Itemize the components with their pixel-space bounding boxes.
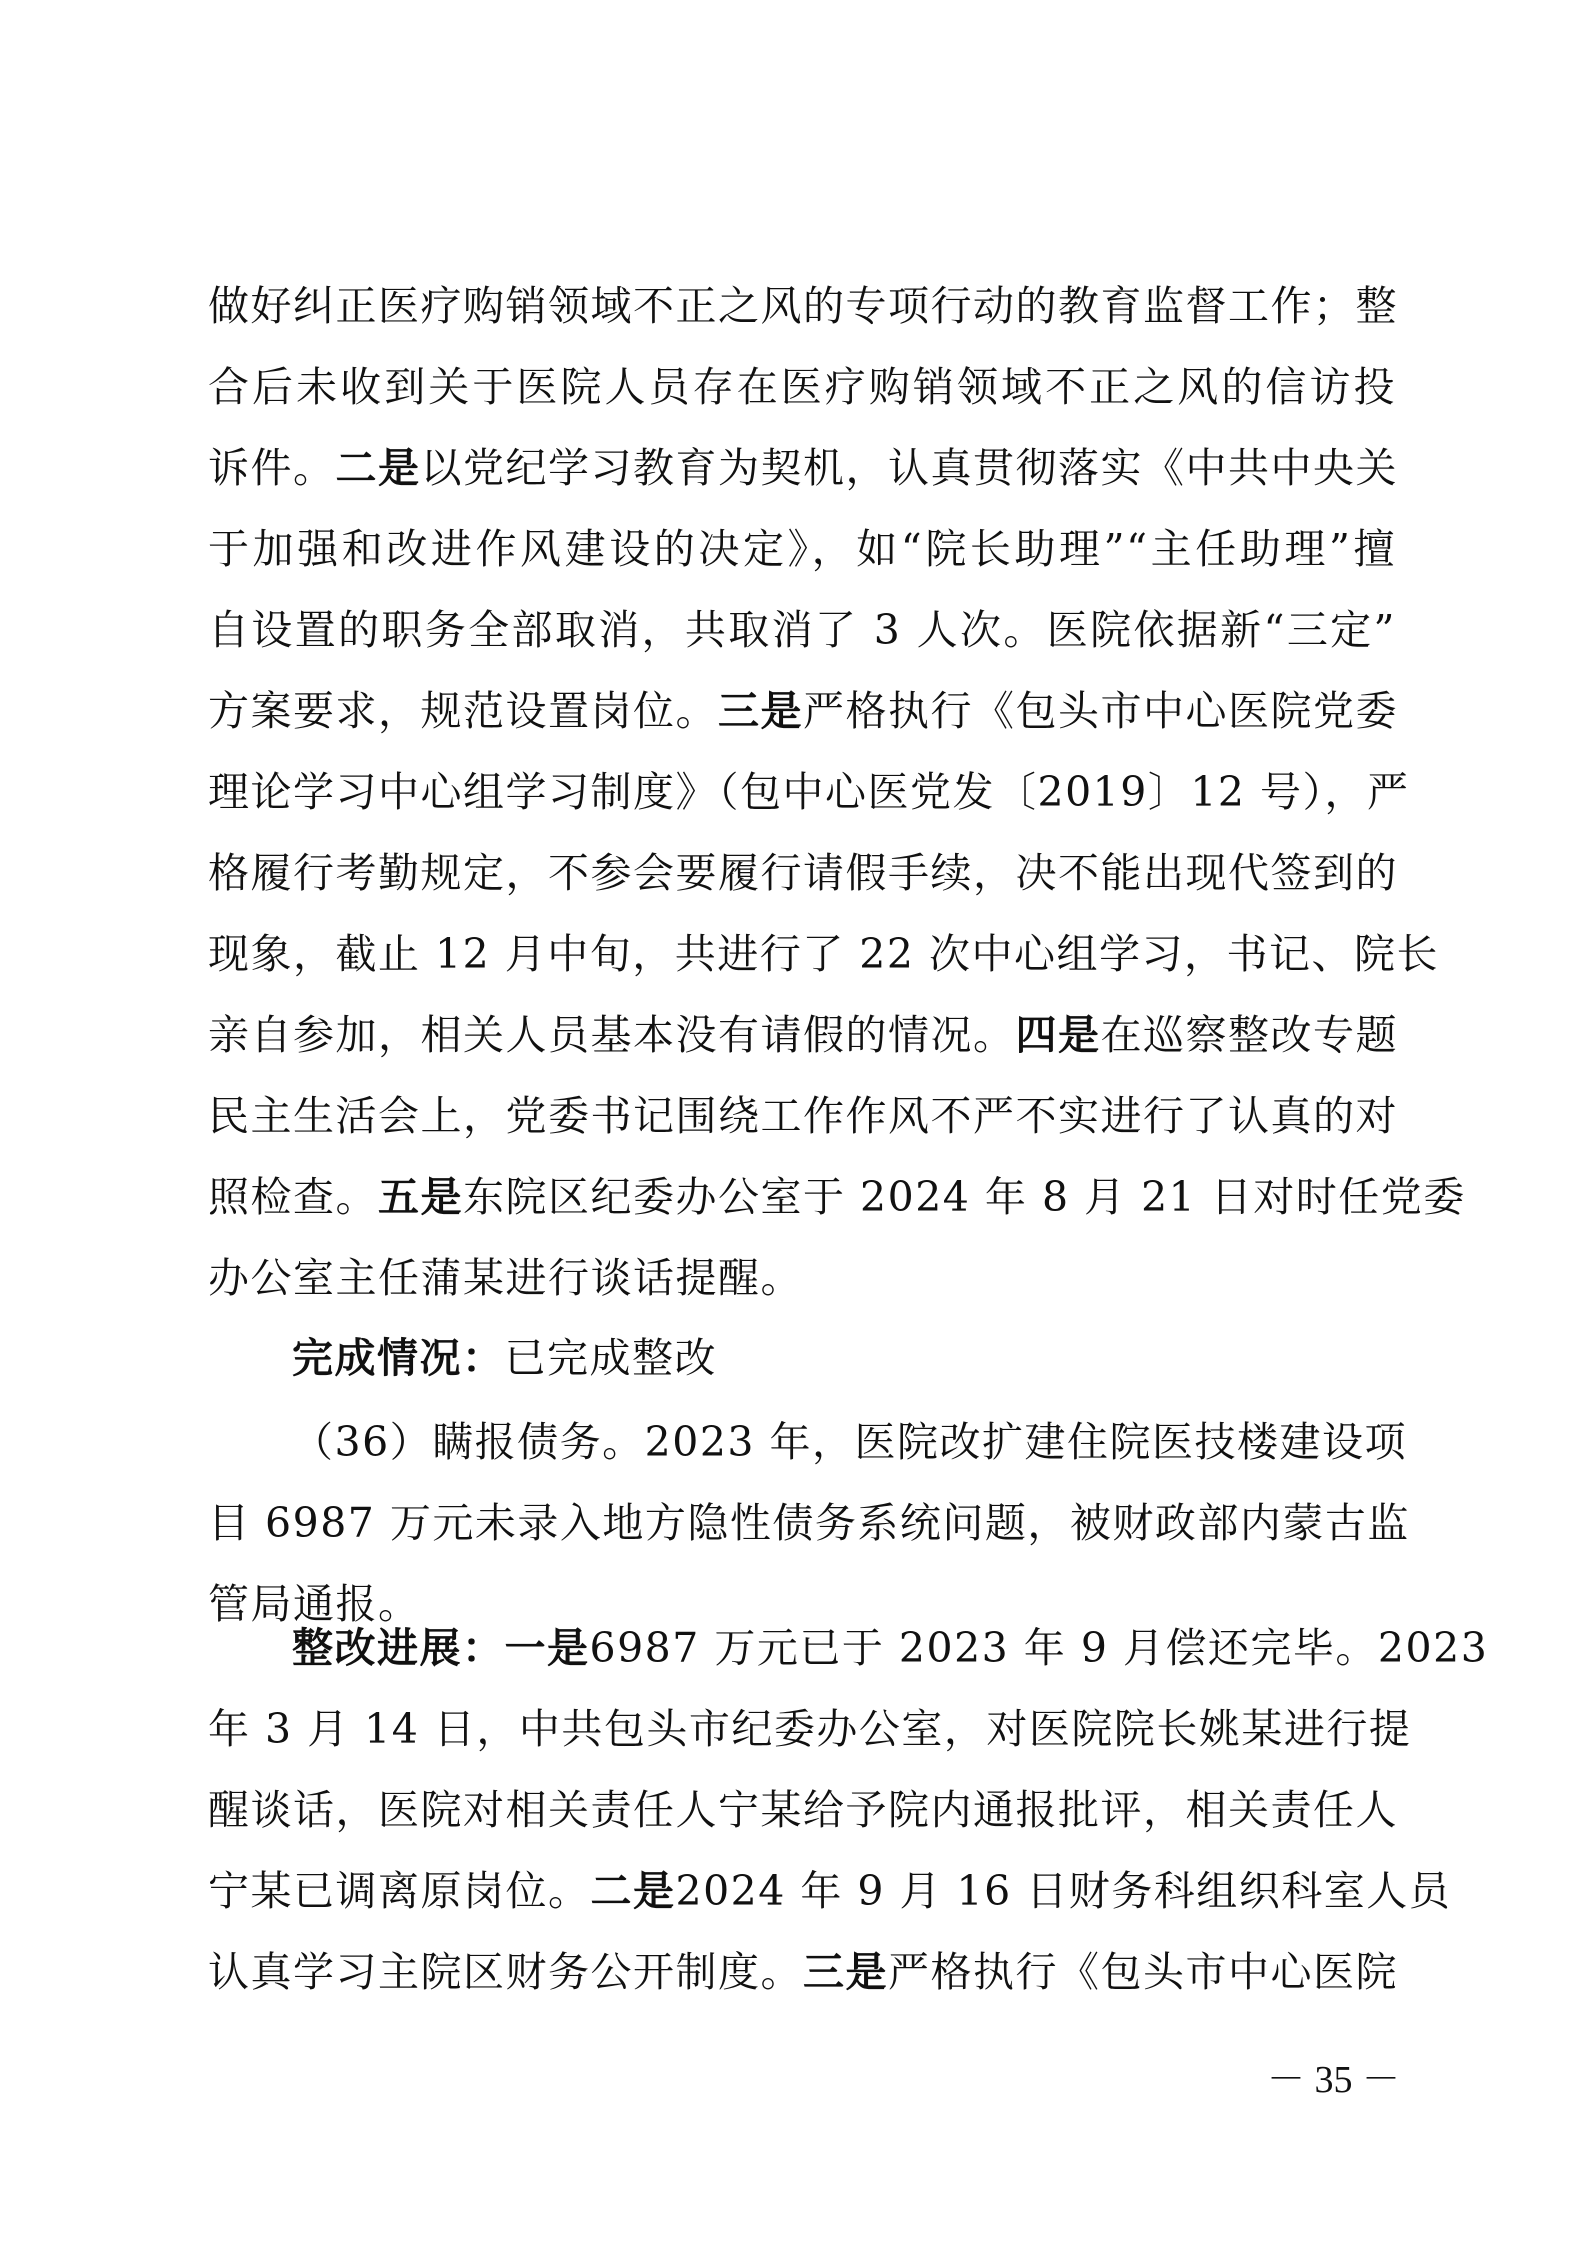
text-segment: 在巡察整改专题	[1100, 1011, 1398, 1059]
text-line: 目 6987 万元未录入地方隐性债务系统问题，被财政部内蒙古监	[208, 1499, 1410, 1547]
page-number: － 35 －	[1266, 2059, 1400, 2101]
completion-status	[208, 1318, 1396, 1399]
text-segment: 严格执行《包头市中心医院	[888, 1948, 1398, 1996]
text-line: 民主生活会上，党委书记围绕工作作风不严不实进行了认真的对	[208, 1092, 1398, 1140]
item-marker: 二是	[335, 444, 421, 492]
text-segment: 东院区纪委办公室于 2024 年 8 月 21 日对时任党委	[463, 1173, 1466, 1221]
text-line: 现象，截止 12 月中旬，共进行了 22 次中心组学习，书记、院长	[208, 930, 1439, 978]
text-line: 于加强和改进作风建设的决定》，如“院长助理”“主任助理”擅	[208, 525, 1396, 573]
text-line: 年 3 月 14 日，中共包头市纪委办公室，对医院院长姚某进行提	[208, 1705, 1412, 1753]
progress-label: 整改进展：	[292, 1624, 505, 1672]
text-line: 格履行考勤规定，不参会要履行请假手续，决不能出现代签到的	[208, 849, 1398, 897]
text-line: 自设置的职务全部取消，共取消了 3 人次。医院依据新“三定”	[208, 606, 1396, 654]
text-line: 做好纠正医疗购销领域不正之风的专项行动的教育监督工作；整	[208, 282, 1398, 330]
paragraph-rectification-continuation	[208, 266, 1466, 1319]
completion-value: 已完成整改	[504, 1334, 717, 1382]
text-line	[208, 1318, 1396, 1399]
text-line	[208, 671, 1396, 752]
text-line: （36）瞒报债务。2023 年，医院改扩建住院医技楼建设项	[292, 1418, 1408, 1466]
text-segment: 6987 万元已于 2023 年 9 月偿还完毕。2023	[589, 1624, 1489, 1672]
item-marker: 四是	[1015, 1011, 1101, 1059]
completion-label: 完成情况：	[292, 1334, 505, 1382]
text-line	[208, 1608, 1489, 1689]
item-marker: 五是	[378, 1173, 463, 1221]
item-marker: 三是	[718, 687, 803, 735]
item-marker: 一是	[504, 1624, 590, 1672]
text-line: 管局通报。	[208, 1580, 421, 1628]
text-segment: 严格执行《包头市中心医院党委	[803, 687, 1398, 735]
text-line: 合后未收到关于医院人员存在医疗购销领域不正之风的信访投	[208, 363, 1396, 411]
text-segment: 以党纪学习教育为契机，认真贯彻落实《中共中央关	[420, 444, 1398, 492]
text-segment: 诉件。	[208, 444, 336, 492]
text-segment: 宁某已调离原岗位。	[208, 1867, 591, 1915]
rectification-progress-paragraph	[208, 1608, 1489, 2013]
text-line	[208, 1157, 1466, 1238]
text-segment: 照检查。	[208, 1173, 378, 1221]
text-line: 理论学习中心组学习制度》（包中心医党发〔2019〕12 号），严	[208, 768, 1410, 816]
item-marker: 三是	[803, 1948, 888, 1996]
text-line	[208, 1932, 1396, 2013]
text-segment: 认真学习主院区财务公开制度。	[208, 1948, 803, 1996]
text-segment: 亲自参加，相关人员基本没有请假的情况。	[208, 1011, 1016, 1059]
text-line	[208, 995, 1396, 1076]
text-line: 醒谈话，医院对相关责任人宁某给予院内通报批评，相关责任人	[208, 1786, 1398, 1834]
text-line	[208, 428, 1396, 509]
text-line	[208, 1851, 1452, 1932]
text-line: 办公室主任蒲某进行谈话提醒。	[208, 1254, 803, 1302]
text-segment: 方案要求，规范设置岗位。	[208, 687, 718, 735]
text-segment: 2024 年 9 月 16 日财务科组织科室人员	[675, 1867, 1452, 1915]
item-marker: 二是	[590, 1867, 676, 1915]
